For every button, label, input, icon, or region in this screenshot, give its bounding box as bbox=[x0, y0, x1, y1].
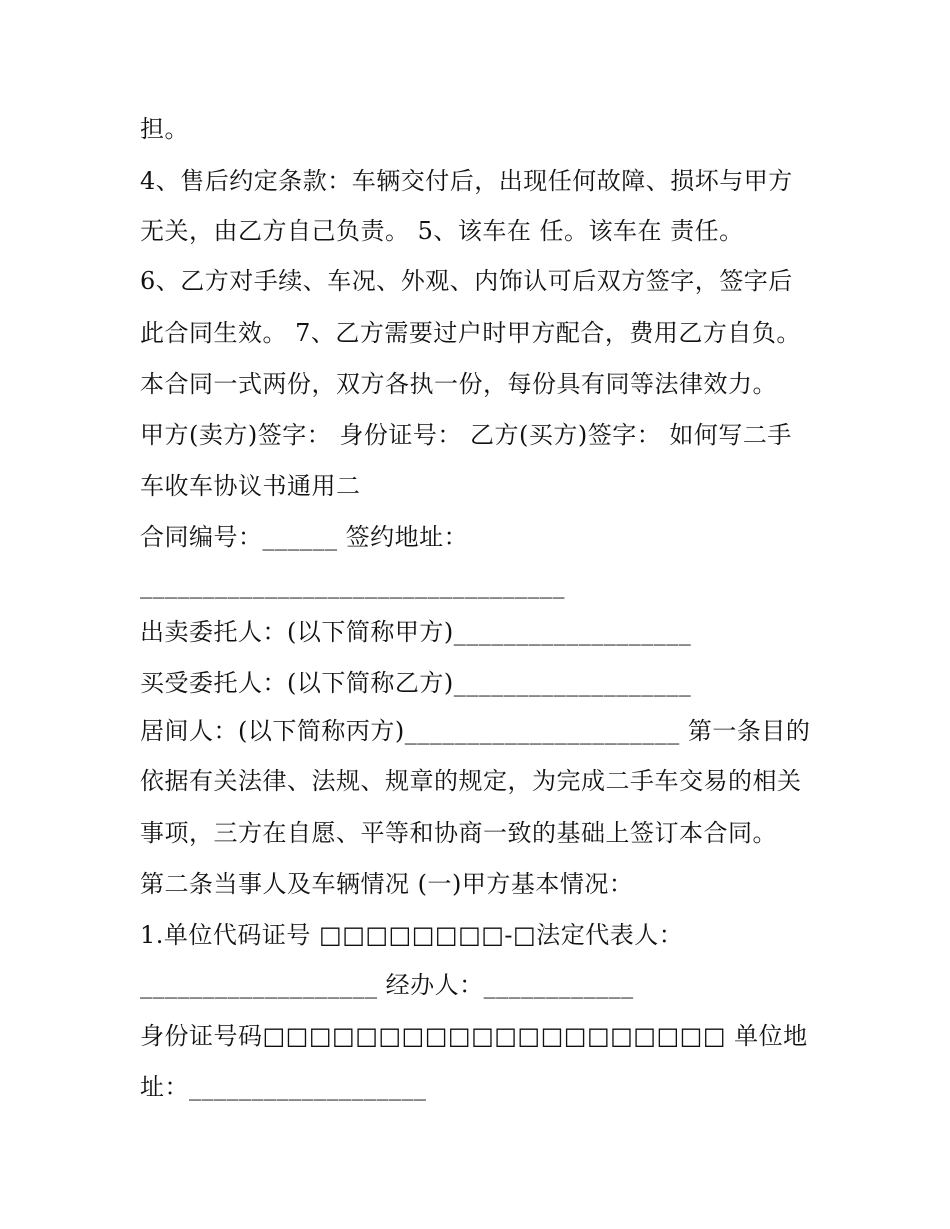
text-line: 1.单位代码证号 □□□□□□□□-□法定代表人： bbox=[140, 921, 684, 949]
text-line: 第二条当事人及车辆情况 (一)甲方基本情况： bbox=[140, 870, 634, 898]
text-line: 合同编号：______ 签约地址： bbox=[140, 523, 469, 551]
text-line: 依据有关法律、法规、规章的规定，为完成二手车交易的相关 bbox=[140, 767, 802, 795]
text-line: 事项，三方在自愿、平等和协商一致的基础上签订本合同。 bbox=[140, 819, 777, 847]
text-line: 本合同一式两份，双方各执一份，每份具有同等法律效力。 bbox=[140, 370, 777, 398]
text-line: 买受委托人：(以下简称乙方)___________________ bbox=[140, 669, 692, 697]
text-line: ___________________ 经办人：____________ bbox=[140, 971, 634, 999]
text-line: 车收车协议书通用二 bbox=[140, 472, 361, 500]
text-line: 无关，由乙方自己负责。 5、该车在 任。该车在 责任。 bbox=[140, 217, 744, 245]
text-line: 此合同生效。 7、乙方需要过户时甲方配合，费用乙方自负。 bbox=[140, 319, 801, 347]
text-line: 址：___________________ bbox=[140, 1073, 427, 1101]
text-line: 身份证号码□□□□□□□□□□□□□□□□□□□□ 单位地 bbox=[140, 1022, 808, 1050]
text-line: 居间人：(以下简称丙方)______________________ 第一条目的 bbox=[140, 717, 811, 745]
text-line: 6、乙方对手续、车况、外观、内饰认可后双方签字，签字后 bbox=[140, 267, 793, 295]
text-line: 4、售后约定条款：车辆交付后，出现任何故障、损坏与甲方 bbox=[140, 167, 793, 195]
text-line: 甲方(卖方)签字： 身份证号： 乙方(买方)签字： 如何写二手 bbox=[140, 421, 792, 449]
text-line: 出卖委托人：(以下简称甲方)___________________ bbox=[140, 618, 692, 646]
text-line: 担。 bbox=[140, 115, 189, 143]
signature-blank-line: __________________________________ bbox=[140, 571, 565, 599]
